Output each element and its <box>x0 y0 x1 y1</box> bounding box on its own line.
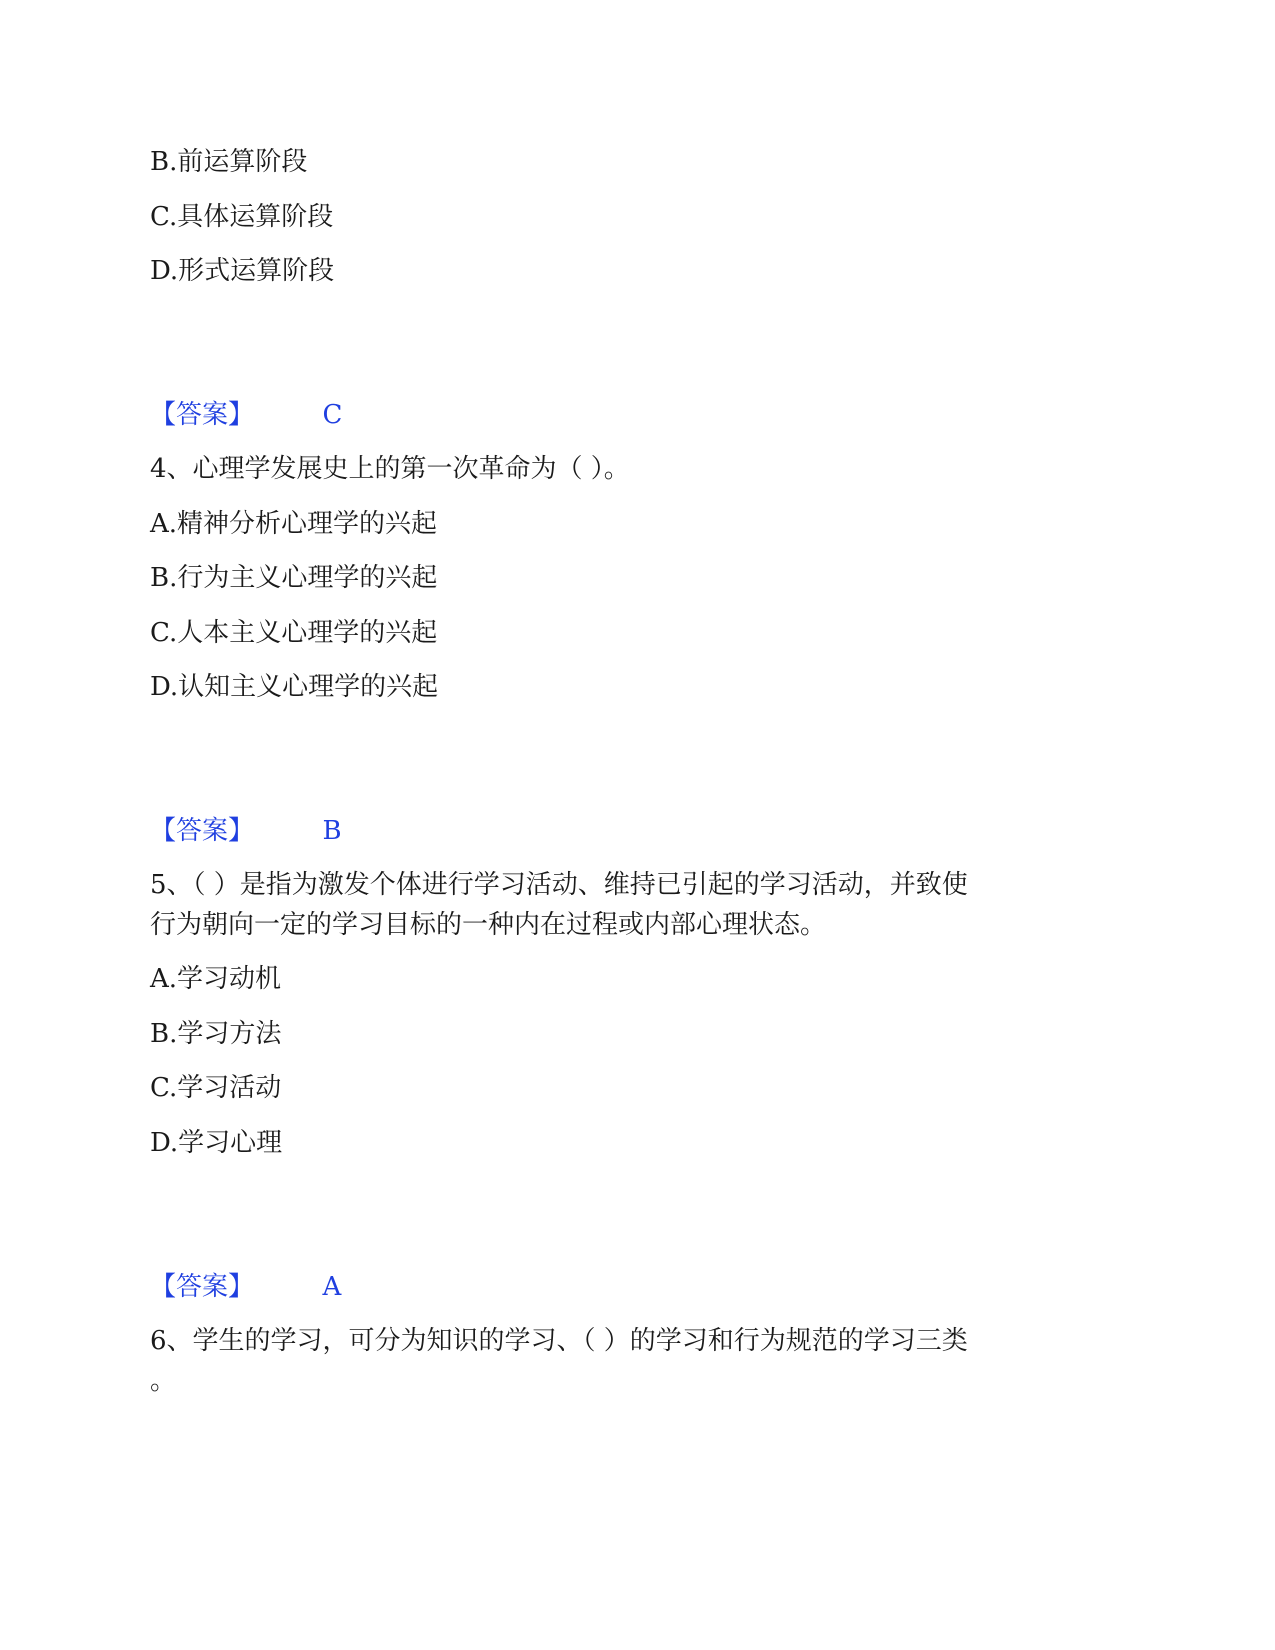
q5-option-d: D.学习心理 <box>150 1128 283 1158</box>
q4-option-b: B.行为主义心理学的兴起 <box>150 563 438 593</box>
q5-answer <box>150 1270 341 1304</box>
q4-answer <box>150 814 342 848</box>
answer-value: C <box>322 400 343 430</box>
q5-stem-line2: 行为朝向一定的学习目标的一种内在过程或内部心理状态。 <box>150 910 827 940</box>
q3-option-d: D.形式运算阶段 <box>150 256 335 286</box>
q3-answer <box>150 398 342 432</box>
q4-option-a: A.精神分析心理学的兴起 <box>150 509 438 539</box>
q4-stem: 4、心理学发展史上的第一次革命为（ ）。 <box>150 454 630 484</box>
q3-option-c: C.具体运算阶段 <box>150 202 334 232</box>
q6-stem-line2: 。 <box>150 1366 177 1396</box>
answer-value: B <box>322 816 342 846</box>
q6-stem-line1: 6、学生的学习，可分为知识的学习、（ ）的学习和行为规范的学习三类 <box>150 1326 968 1356</box>
q4-option-c: C.人本主义心理学的兴起 <box>150 618 438 648</box>
answer-label: 【答案】 <box>150 400 255 430</box>
q5-option-b: B.学习方法 <box>150 1019 282 1049</box>
answer-value: A <box>322 1272 342 1302</box>
q3-option-b: B.前运算阶段 <box>150 147 308 177</box>
q5-option-c: C.学习活动 <box>150 1073 282 1103</box>
answer-label: 【答案】 <box>150 816 255 846</box>
q5-stem-line1: 5、（ ）是指为激发个体进行学习活动、维持已引起的学习活动，并致使 <box>150 870 968 900</box>
q5-option-a: A.学习动机 <box>150 964 282 994</box>
q4-option-d: D.认知主义心理学的兴起 <box>150 672 439 702</box>
answer-label: 【答案】 <box>150 1272 255 1302</box>
